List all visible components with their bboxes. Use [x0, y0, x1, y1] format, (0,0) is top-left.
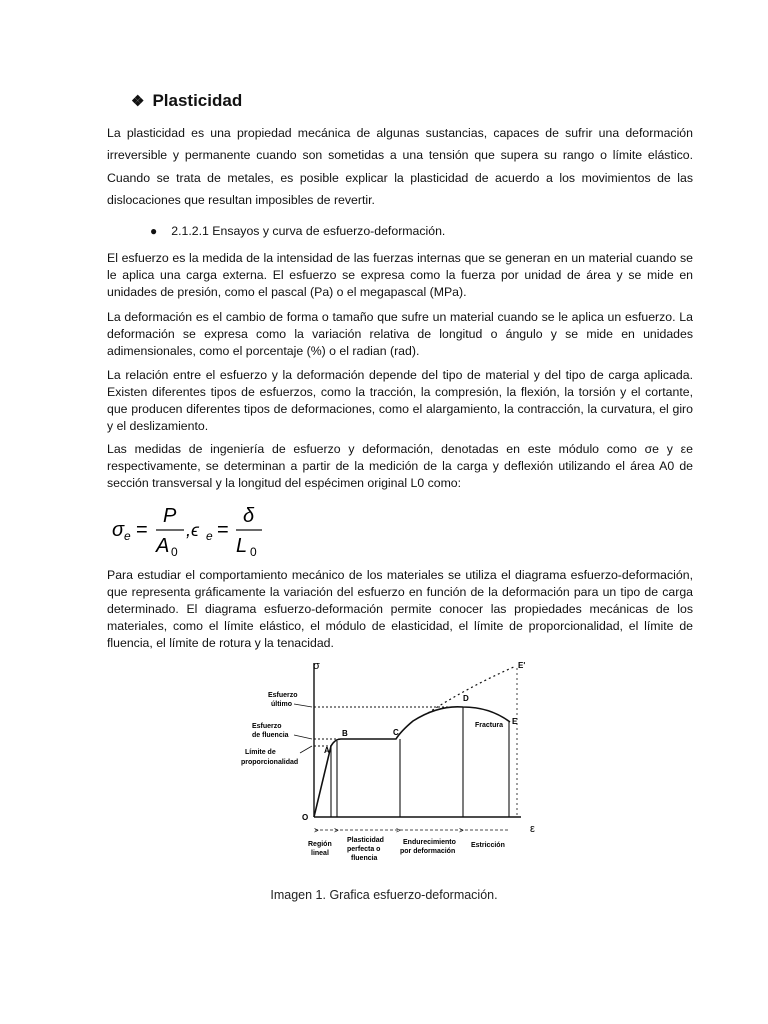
paragraph-plasticidad: La plasticidad es una propiedad mecánica de algunas sustancias, capaces de sufrir una deformación irreversible y permanente cuando son sometidas a una tensión que supera su rango o límite elástico. Cuando se trata de metales, es posible explicar la plasticidad de acuerdo a los movimientos de las dislocaciones que resultan imposibles de revertir. — [107, 126, 693, 207]
formula-zero-1: 0 — [171, 545, 178, 559]
x-axis-label: ε — [530, 823, 535, 835]
region-plastic-label-3: fluencia — [351, 855, 378, 862]
point-E-label: E — [512, 717, 518, 726]
paragraph-diagrama: Para estudiar el comportamiento mecánico de los materiales se utiliza el diagrama esfuerzo-deformación, que representa gráficamente la variación del esfuerzo en función de la deformación para un tipo de carga determinado. El diagrama esfuerzo-deformación permite conocer las propiedades mecánicas de los materiales, como el límite elástico, el módulo de elasticidad, el límite de proporcionalidad, el límite de fluencia, el límite de rotura y la tenacidad. — [107, 568, 693, 650]
bullet-dot-icon: ● — [150, 224, 158, 238]
formula-equals-1: = — [136, 519, 148, 541]
diamond-bullet-icon: ❖ — [131, 92, 145, 110]
point-C-label: C — [393, 728, 399, 737]
arrow-head-3: > — [396, 826, 401, 835]
paragraph-deformacion: La deformación es el cambio de forma o tamaño que sufre un material cuando se le aplica un esfuerzo. La deformación se expresa como la variación relativa de longitud o ángulo y se mide en unidades adimensionales, como el porcentaje (%) o el radian (rad). — [107, 310, 693, 358]
formula-delta: δ — [243, 505, 255, 527]
formula-epsilon: ,ϵ — [186, 520, 199, 540]
arrow-head-4: > — [459, 826, 464, 835]
ultimate-stress-pointer — [294, 704, 312, 707]
point-B-label: B — [342, 729, 348, 738]
section-title: Plasticidad — [152, 91, 243, 110]
formula-A: A — [156, 535, 170, 557]
formula-sigma: σ — [112, 519, 125, 541]
origin-label: O — [302, 813, 309, 822]
ultimate-stress-label-1: Esfuerzo — [268, 692, 298, 699]
bullet-item — [150, 224, 445, 238]
figure-caption: Imagen 1. Grafica esfuerzo-deformación. — [270, 888, 498, 902]
formula-L: L — [236, 535, 248, 557]
yield-stress-pointer — [294, 735, 312, 739]
point-E-prime-label: E' — [518, 661, 526, 670]
y-axis-label: σ — [313, 660, 320, 672]
paragraph-medidas: Las medidas de ingeniería de esfuerzo y deformación, denotadas en este módulo como σe y εe respectivamente, se determinan a partir de la medición de la carga y deflexión utilizando el área A0 de sección transversal y la longitud del espécimen original L0 como: — [107, 442, 693, 490]
region-linear-label-1: Región — [308, 841, 332, 848]
arrow-head-2: > — [334, 826, 339, 835]
fractura-label: Fractura — [475, 722, 504, 729]
point-D-label: D — [463, 694, 469, 703]
paragraph-esfuerzo: El esfuerzo es la medida de la intensidad de las fuerzas internas que se generan en un material cuando se le aplica una carga externa. El esfuerzo se expresa como la fuerza por unidad de área y se mide en unidades de presión, como el pascal (Pa) o el megapascal (MPa). — [107, 251, 693, 299]
formula-zero-2: 0 — [250, 545, 257, 559]
region-plastic-label-2: perfecta o — [347, 846, 381, 853]
yield-stress-label-2: de fluencia — [252, 732, 289, 739]
formula-sub-e2: e — [206, 529, 213, 543]
formula-equals-2: = — [217, 519, 229, 541]
true-stress-curve — [428, 666, 516, 713]
bullet-text: 2.1.2.1 Ensayos y curva de esfuerzo-deformación. — [171, 224, 446, 238]
region-linear-label-2: lineal — [311, 850, 329, 857]
arrow-head-1: > — [314, 826, 319, 835]
region-hardening-label-1: Endurecimiento — [403, 839, 456, 846]
region-plastic-label-1: Plasticidad — [347, 837, 384, 844]
yield-stress-label-1: Esfuerzo — [252, 723, 282, 730]
proportional-limit-label-2: proporcionalidad — [241, 759, 299, 766]
proportional-limit-pointer — [300, 746, 312, 753]
formula-sub-e1: e — [124, 529, 131, 543]
proportional-limit-label-1: Límite de — [245, 749, 276, 756]
region-necking-label: Estricción — [471, 842, 505, 849]
stress-strain-formula — [110, 500, 280, 560]
ultimate-stress-label-2: último — [271, 701, 292, 708]
paragraph-relacion: La relación entre el esfuerzo y la deformación depende del tipo de material y del tipo de carga aplicada. Existen diferentes tipos de esfuerzos, como la tracción, la compresión, la flexión, la torsión y el cortante, que producen diferentes tipos de deformaciones, como el alargamiento, la contracción, la curvatura, el giro y el deslizamiento. — [107, 368, 693, 433]
region-hardening-label-2: por deformación — [400, 848, 456, 855]
formula-P: P — [163, 505, 177, 527]
point-A-label: A — [324, 746, 330, 755]
section-heading — [131, 91, 242, 111]
stress-strain-diagram — [238, 655, 548, 870]
